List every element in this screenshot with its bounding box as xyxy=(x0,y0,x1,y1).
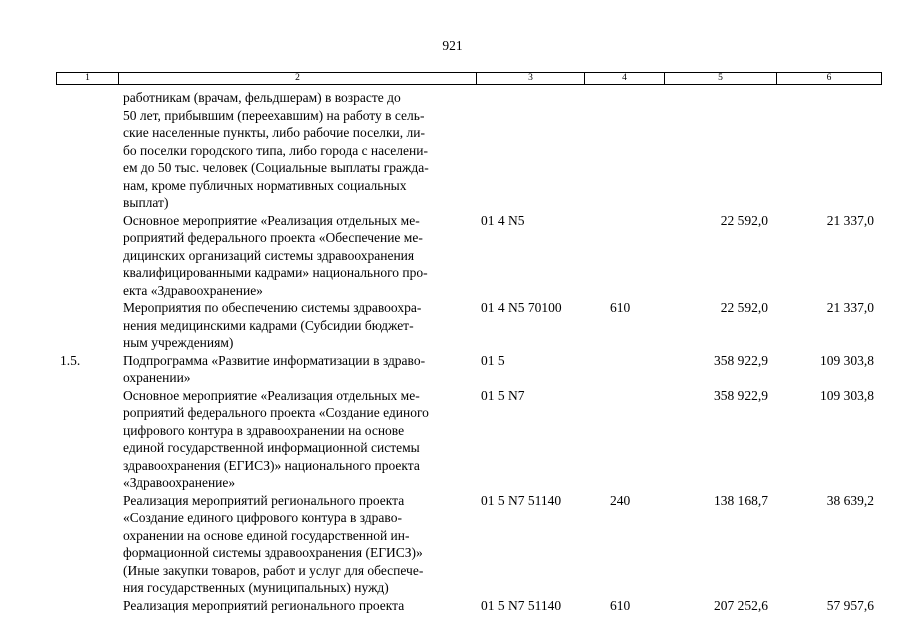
expense-type: 610 xyxy=(610,597,631,613)
row-description xyxy=(118,352,476,387)
header-col-5: 5 xyxy=(665,73,777,84)
description-line: формационной системы здравоохранения (ЕГИСЗ)» xyxy=(123,545,423,560)
description-line: Мероприятия по обеспечению системы здравоохра- xyxy=(123,300,422,315)
expense-type: 240 xyxy=(610,492,631,508)
description-line: дицинских организаций системы здравоохранения xyxy=(123,247,415,263)
table-row xyxy=(56,492,880,597)
header-col-1: 1 xyxy=(57,73,119,84)
amount-col-6: 109 303,8 xyxy=(820,387,874,403)
budget-code: 01 5 xyxy=(481,352,505,368)
row-description xyxy=(118,387,476,492)
page-number: 921 xyxy=(442,38,463,53)
description-line: роприятий федерального проекта «Обеспечение ме- xyxy=(123,230,423,245)
description-line: Подпрограмма «Развитие информатизации в здраво- xyxy=(123,352,426,368)
description-line: ния государственных (муниципальных) нужд) xyxy=(123,580,389,595)
description-line: (Иные закупки товаров, работ и услуг для обеспече- xyxy=(123,562,424,578)
header-col-3: 3 xyxy=(477,73,585,84)
description-line: Реализация мероприятий регионального проекта xyxy=(123,597,405,613)
row-description xyxy=(118,492,476,597)
budget-code: 01 5 N7 xyxy=(481,387,525,403)
budget-code: 01 5 N7 51140 xyxy=(481,492,562,508)
description-line: 50 лет, прибывшим (переехавшим) на работу в сель- xyxy=(123,107,425,123)
budget-code: 01 4 N5 xyxy=(481,212,525,228)
description-line: охранении на основе единой государственной ин- xyxy=(123,527,410,543)
description-line: выплат) xyxy=(123,195,169,210)
description-line: ские населенные пункты, либо рабочие поселки, ли- xyxy=(123,125,425,140)
description-line: охранении» xyxy=(123,370,191,385)
amount-col-6: 38 639,2 xyxy=(826,492,874,508)
table-row xyxy=(56,212,880,300)
description-line: единой государственной информационной системы xyxy=(123,440,420,455)
description-line: квалифицированными кадрами» национального про- xyxy=(123,265,428,280)
amount-col-5: 207 252,6 xyxy=(714,597,768,613)
table-body xyxy=(56,89,880,614)
description-line: роприятий федерального проекта «Создание единого xyxy=(123,405,429,420)
row-number: 1.5. xyxy=(60,352,81,368)
description-line: «Создание единого цифрового контура в здраво- xyxy=(123,510,402,525)
description-line: Реализация мероприятий регионального проекта xyxy=(123,492,405,508)
row-description xyxy=(118,299,476,352)
header-col-6: 6 xyxy=(826,73,832,83)
description-line: работникам (врачам, фельдшерам) в возрасте до xyxy=(123,90,401,105)
description-line: нения медицинскими кадрами (Субсидии бюджет- xyxy=(123,317,414,333)
amount-col-5: 358 922,9 xyxy=(714,352,768,368)
description-line: ем до 50 тыс. человек (Социальные выплаты гражда- xyxy=(123,160,429,175)
amount-col-5: 138 168,7 xyxy=(714,492,768,508)
description-line: нам, кроме публичных нормативных социальных xyxy=(123,177,407,193)
amount-col-6: 21 337,0 xyxy=(826,212,874,228)
description-line: цифрового контура в здравоохранении на основе xyxy=(123,422,405,438)
amount-col-5: 358 922,9 xyxy=(714,387,768,403)
table-row xyxy=(56,597,880,615)
header-col-2: 2 xyxy=(119,73,477,84)
row-description xyxy=(118,89,476,212)
table-row xyxy=(56,352,880,387)
header-col-4: 4 xyxy=(585,73,665,84)
amount-col-5: 22 592,0 xyxy=(720,300,768,315)
table-row xyxy=(56,387,880,492)
description-line: бо поселки городского типа, либо города с населени- xyxy=(123,142,428,158)
amount-col-6: 21 337,0 xyxy=(826,300,874,315)
amount-col-6: 57 957,6 xyxy=(826,597,874,613)
table-header xyxy=(56,72,882,85)
expense-type: 610 xyxy=(610,300,631,315)
budget-code: 01 4 N5 70100 xyxy=(481,300,562,315)
description-line: Основное мероприятие «Реализация отдельных ме- xyxy=(123,212,420,228)
row-description xyxy=(118,597,476,615)
description-line: ным учреждениям) xyxy=(123,335,234,350)
table-row xyxy=(56,299,880,352)
description-line: здравоохранения (ЕГИСЗ)» национального проекта xyxy=(123,457,420,473)
amount-col-5: 22 592,0 xyxy=(720,212,768,228)
budget-code: 01 5 N7 51140 xyxy=(481,597,562,613)
description-line: «Здравоохранение» xyxy=(123,475,236,490)
amount-col-6: 109 303,8 xyxy=(820,352,874,368)
description-line: екта «Здравоохранение» xyxy=(123,282,263,298)
row-description xyxy=(118,212,476,300)
table-row xyxy=(56,89,880,212)
description-line: Основное мероприятие «Реализация отдельных ме- xyxy=(123,387,420,403)
